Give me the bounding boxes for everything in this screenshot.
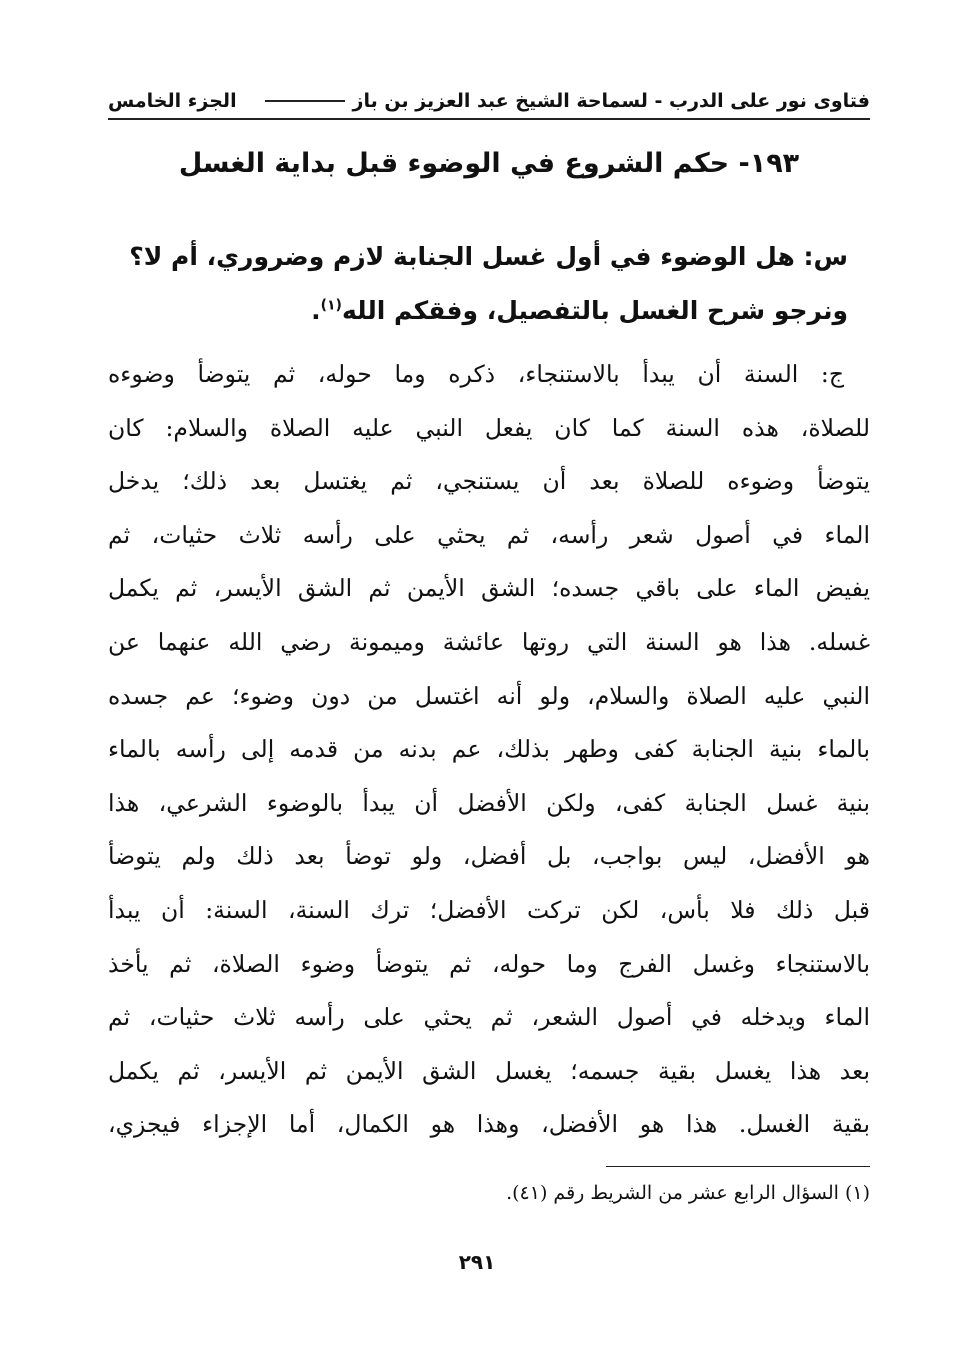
answer-line: قبل ذلك فلا بأس، لكن تركت الأفضل؛ ترك السنة، السنة: أن يبدأ	[108, 895, 870, 924]
header-book-title-group	[257, 90, 870, 112]
page-number: ٢٩١	[458, 1250, 496, 1274]
answer-line: يتوضأ وضوءه للصلاة بعد أن يستنجي، ثم يغتسل بعد ذلك؛ يدخل	[108, 467, 870, 496]
question-line-2	[108, 284, 848, 338]
header-separator-dash	[265, 100, 345, 102]
header-volume: الجزء الخامس	[108, 90, 237, 112]
answer-line: للصلاة، هذه السنة كما كان يفعل النبي عليه الصلاة والسلام: كان	[108, 413, 870, 442]
question-line-2-text: ونرجو شرح الغسل بالتفصيل، وفقكم الله	[341, 296, 848, 325]
answer-line: بالاستنجاء وغسل الفرج وما حوله، ثم يتوضأ وضوء الصلاة، ثم يأخذ	[108, 949, 870, 978]
answer-block	[108, 348, 870, 1152]
answer-line: بنية غسل الجنابة كفى، ولكن الأفضل أن يبدأ بالوضوء الشرعي، هذا	[108, 788, 870, 817]
answer-line: بعد هذا يغسل بقية جسمه؛ يغسل الشق الأيمن ثم الأيسر، ثم يكمل	[108, 1056, 870, 1085]
question-line-2-end: .	[311, 296, 321, 325]
answer-line: غسله. هذا هو السنة التي روتها عائشة وميمونة رضي الله عنهما عن	[108, 627, 870, 656]
answer-line: الماء في أصول شعر رأسه، ثم يحثي على رأسه ثلاث حثيات، ثم	[108, 520, 870, 549]
answer-line: بقية الغسل. هذا هو الأفضل، وهذا هو الكمال، أما الإجزاء فيجزي،	[108, 1110, 870, 1139]
answer-line: النبي عليه الصلاة والسلام، ولو أنه اغتسل من دون وضوء؛ عم جسده	[108, 681, 870, 710]
answer-line: يفيض الماء على باقي جسده؛ الشق الأيمن ثم الشق الأيسر، ثم يكمل	[108, 574, 870, 603]
answer-line: هو الأفضل، ليس بواجب، بل أفضل، ولو توضأ بعد ذلك ولم يتوضأ	[108, 842, 870, 871]
answer-line: بالماء بنية الجنابة كفى وطهر بذلك، عم بدنه من قدمه إلى رأسه بالماء	[108, 735, 870, 764]
section-title: ١٩٣- حكم الشروع في الوضوء قبل بداية الغسل	[178, 148, 800, 179]
answer-line: الماء ويدخله في أصول الشعر، ثم يحثي على رأسه ثلاث حثيات، ثم	[108, 1003, 870, 1032]
question-line-1: س: هل الوضوء في أول غسل الجنابة لازم وضروري، أم لا؟	[129, 242, 848, 271]
question-block	[108, 230, 870, 338]
footnote: (١) السؤال الرابع عشر من الشريط رقم (٤١).	[506, 1182, 870, 1204]
footnote-separator	[606, 1166, 870, 1167]
running-header	[108, 84, 870, 120]
answer-line: ج: السنة أن يبدأ بالاستنجاء، ذكره وما حوله، ثم يتوضأ وضوءه	[108, 360, 844, 388]
footnote-reference: (١)	[320, 297, 342, 314]
header-book-title: فتاوى نور على الدرب - لسماحة الشيخ عبد العزيز بن باز	[352, 90, 870, 112]
